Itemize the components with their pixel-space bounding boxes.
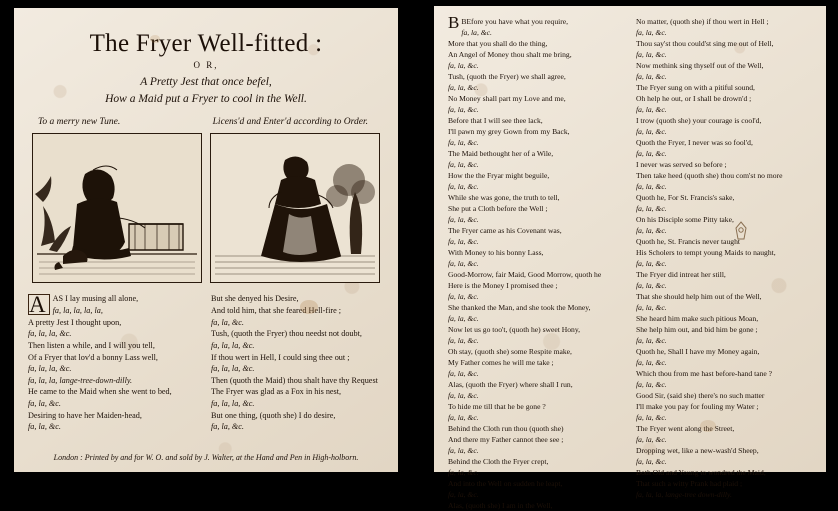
- woodcut-maid: [210, 133, 380, 283]
- verse-line: I'll pawn my grey Gown from my Back,: [448, 127, 570, 136]
- imprint-line: London : Printed by and for W. O. and sold by J. Walter, at the Hand and Pen in High-holborn.: [53, 453, 359, 462]
- printers-ornament-icon: [734, 221, 748, 241]
- verse-line: Good Sir, (said she) there's no such matter: [636, 391, 765, 400]
- verse-line: Quoth he, St. Francis never taught: [636, 237, 740, 246]
- verse-line: fa, la, la, lange-tree down-dilly.: [636, 490, 732, 499]
- verse-line: fa, la, &c.: [636, 105, 667, 114]
- verse-line: She heard him make such pitious Moan,: [636, 314, 759, 323]
- verse-line: Then take heed (quoth she) thou com'st no more: [636, 171, 783, 180]
- verse-line: The Fryer did intreat her still,: [636, 270, 726, 279]
- verse-line: Now methink sing thyself out of the Well,: [636, 61, 764, 70]
- verse-line: fa, la, &c.: [448, 369, 479, 378]
- verse-line: A pretty Jest I thought upon,: [28, 317, 122, 327]
- verse-line: fa, la, &c.: [636, 259, 667, 268]
- right-sheet-verse-columns: [448, 13, 812, 511]
- verse-line: No Money shall part my Love and me,: [448, 94, 566, 103]
- licence-label: Licens'd and Enter'd according to Order.: [212, 117, 368, 128]
- verse-line: But one thing, (quoth she) I do desire,: [211, 410, 336, 420]
- verse-line: The Fryer came as his Covenant was,: [448, 226, 562, 235]
- verse-line: fa, la, la, &c.: [28, 329, 72, 339]
- verse-line: Of a Fryer that lov'd a bonny Lass well,: [28, 352, 158, 362]
- verse-line: fa, la, &c.: [461, 28, 492, 37]
- verse-line: fa, la, &c.: [448, 292, 479, 301]
- verse-line: fa, la, &c.: [636, 50, 667, 59]
- verse-line: He came to the Maid when she went to bed,: [28, 387, 172, 397]
- verse-line: His Scholers to tempt young Maids to naught,: [636, 248, 776, 257]
- subtitle-line-1: A Pretty Jest that once befel,: [140, 76, 272, 88]
- verse-line: fa, la, &c.: [448, 237, 479, 246]
- verse-line: fa, la, &c.: [448, 413, 479, 422]
- verse-line: That she should help him out of the Well,: [636, 292, 762, 301]
- woodcut-friar-at-well: [32, 133, 202, 283]
- verse-line: And into the Well on sudden he leapt,: [448, 479, 563, 488]
- verse-line: Then listen a while, and I will you tell,: [28, 340, 155, 350]
- verse-line: fa, la, &c.: [211, 317, 244, 327]
- drop-cap-A: A: [28, 294, 50, 315]
- verse-line: fa, la, &c.: [448, 391, 479, 400]
- verse-line: fa, la, &c.: [636, 72, 667, 81]
- verse-line: fa, la, &c.: [448, 105, 479, 114]
- right-broadside-sheet: [434, 6, 826, 510]
- verse-line: fa, la, &c.: [448, 215, 479, 224]
- verse-line: Tush, (quoth the Fryer) we shall agree,: [448, 72, 566, 81]
- verse-line: Tush, (quoth the Fryer) thou needst not doubt,: [211, 329, 362, 339]
- verse-line: Behind the Cloth the Fryer crept,: [448, 457, 549, 466]
- left-sheet-content: [14, 8, 398, 472]
- verse-line: fa, la, la, &c.: [211, 399, 255, 409]
- verse-line: Before that I will see thee lack,: [448, 116, 543, 125]
- verse-line: And there my Father cannot thee see ;: [448, 435, 564, 444]
- tune-and-licence-row: [38, 117, 368, 127]
- verse-text: BEfore you have what you require,: [461, 17, 569, 26]
- verse-line: More that you shall do the thing,: [448, 39, 548, 48]
- verse-line: Quoth he, For St. Francis's sake,: [636, 193, 735, 202]
- verse-line: fa, la, &c.: [28, 422, 61, 432]
- verse-line: I never was served so before ;: [636, 160, 727, 169]
- verse-line: Alas, (quoth the Fryer) where shall I run,: [448, 380, 573, 389]
- verse-line: fa, la, &c.: [448, 259, 479, 268]
- verse-line: fa, la, la, lange-tree-down-dilly.: [28, 375, 133, 385]
- verse-line: fa, la, &c.: [636, 380, 667, 389]
- verse-line: And told him, that she feared Hell-fire ;: [211, 305, 342, 315]
- verse-line: Dropping wet, like a new-wash'd Sheep,: [636, 446, 759, 455]
- verse-line: fa, la, &c.: [211, 422, 244, 432]
- verse-line: That such a witty Prank had plaid ;: [636, 479, 743, 488]
- verse-line: fa, la, &c.: [448, 336, 479, 345]
- verse-line: fa, la, &c.: [448, 138, 479, 147]
- verse-line: How the the Fryar might beguile,: [448, 171, 550, 180]
- verse-line: Then (quoth the Maid) thou shalt have thy Request: [211, 375, 378, 385]
- verse-line: Quoth he, Shall I have my Money again,: [636, 347, 760, 356]
- verse-line: fa, la, &c.: [448, 182, 479, 191]
- verse-line: fa, la, &c.: [636, 182, 667, 191]
- verse-line: Quoth the Fryer, I never was so fool'd,: [636, 138, 753, 147]
- verse-line: fa, la, la, &c.: [211, 364, 255, 374]
- verse-line: I'll make you pay for fouling my Water ;: [636, 402, 759, 411]
- verse-line: She put a Cloth before the Well ;: [448, 204, 548, 213]
- verse-line: Both Old and Young to wondred the Maid,: [636, 468, 766, 477]
- verse-line: fa, la, &c.: [636, 413, 667, 422]
- verse-column-3: [448, 13, 624, 511]
- verse-line: Now let us go too't, (quoth he) sweet Hony,: [448, 325, 581, 334]
- verse-line: Good-Morrow, fair Maid, Good Morrow, quoth he: [448, 270, 602, 279]
- verse-line: fa, la, &c.: [448, 490, 479, 499]
- left-sheet-verse-columns: [28, 293, 384, 433]
- verse-line: No matter, (quoth she) if thou wert in Hell ;: [636, 17, 769, 26]
- verse-line: fa, la, &c.: [636, 336, 667, 345]
- verse-line: fa, la, &c.: [636, 435, 667, 444]
- verse-line: On his Disciple some Pitty take,: [636, 215, 734, 224]
- verse-line: fa, la, &c.: [636, 281, 667, 290]
- verse-line: But she denyed his Desire,: [211, 294, 299, 304]
- verse-line: The Fryer sung on with a pitiful sound,: [636, 83, 755, 92]
- verse-line: To hide me till that he be gone ?: [448, 402, 546, 411]
- verse-line: fa, la, &c.: [636, 226, 667, 235]
- drop-cap-B: B: [448, 13, 460, 32]
- verse-line: Oh help he out, or I shall be drown'd ;: [636, 94, 752, 103]
- verse-line: The Maid bethought her of a Wile,: [448, 149, 554, 158]
- verse-line: fa, la, &c.: [448, 314, 479, 323]
- verse-line: If thou wert in Hell, I could sing thee out ;: [211, 352, 350, 362]
- verse-column-4: [636, 16, 812, 511]
- verse-text: AS I lay musing all alone,: [52, 294, 139, 304]
- verse-line: Oh stay, (quoth she) some Respite make,: [448, 347, 572, 356]
- verse-line: Desiring to have her Maiden-head,: [28, 410, 142, 420]
- right-sheet-content: [434, 6, 826, 510]
- verse-line: fa, la, &c.: [448, 468, 479, 477]
- verse-line: fa, la, &c.: [636, 28, 667, 37]
- verse-column-2: [211, 293, 384, 433]
- verse-line: fa, la, &c.: [636, 149, 667, 158]
- verse-line: I trow (quoth she) your courage is cool'd,: [636, 116, 762, 125]
- left-broadside-sheet: [14, 8, 398, 472]
- verse-line: fa, la, &c.: [448, 83, 479, 92]
- verse-line: Alas, (quoth she) I am in the Well,: [448, 501, 553, 510]
- verse-line: fa, la, la, &c.: [28, 364, 72, 374]
- verse-line: fa, la, &c.: [636, 457, 667, 466]
- verse-line: She thanked the Man, and she took the Money,: [448, 303, 591, 312]
- verse-line: The Fryer went along the Street,: [636, 424, 735, 433]
- verse-line: My Father comes he will me take ;: [448, 358, 554, 367]
- verse-line: fa, la, la, la, la,: [52, 305, 103, 315]
- verse-line: An Angel of Money thou shalt me bring,: [448, 50, 572, 59]
- verse-line: Here is the Money I promised thee ;: [448, 281, 558, 290]
- verse-line: fa, la, &c.: [636, 127, 667, 136]
- verse-line: While she was gone, the truth to tell,: [448, 193, 560, 202]
- page-title: The Fryer Well-fitted :: [89, 30, 323, 57]
- verse-line: fa, la, &c.: [28, 399, 61, 409]
- title-or: O R,: [193, 60, 219, 70]
- woodcut-row: [28, 133, 384, 283]
- verse-line: Thou say'st thou could'st sing me out of Hell,: [636, 39, 774, 48]
- verse-line: She help him out, and bid him be gone ;: [636, 325, 758, 334]
- verse-line: fa, la, &c.: [448, 446, 479, 455]
- verse-line: fa, la, &c.: [448, 160, 479, 169]
- verse-line: Which thou from me hast before-hand tane ?: [636, 369, 773, 378]
- verse-line: fa, la, &c.: [636, 358, 667, 367]
- subtitle-line-2: How a Maid put a Fryer to cool in the Well.: [105, 92, 307, 105]
- verse-line: Behind the Cloth run thou (quoth she): [448, 424, 564, 433]
- verse-line: [448, 13, 624, 32]
- friar-woodcut-art: [33, 134, 201, 282]
- maid-woodcut-art: [211, 134, 379, 282]
- verse-column-1: [28, 293, 201, 433]
- verse-line: The Fryer was glad as a Fox in his nest,: [211, 387, 342, 397]
- verse-line: fa, la, &c.: [448, 61, 479, 70]
- verse-line: fa, la, &c.: [636, 303, 667, 312]
- tune-label: To a merry new Tune.: [38, 117, 121, 128]
- verse-line: fa, la, la, &c.: [211, 340, 255, 350]
- verse-line: fa, la, &c.: [636, 204, 667, 213]
- verse-line: With Money to his bonny Lass,: [448, 248, 544, 257]
